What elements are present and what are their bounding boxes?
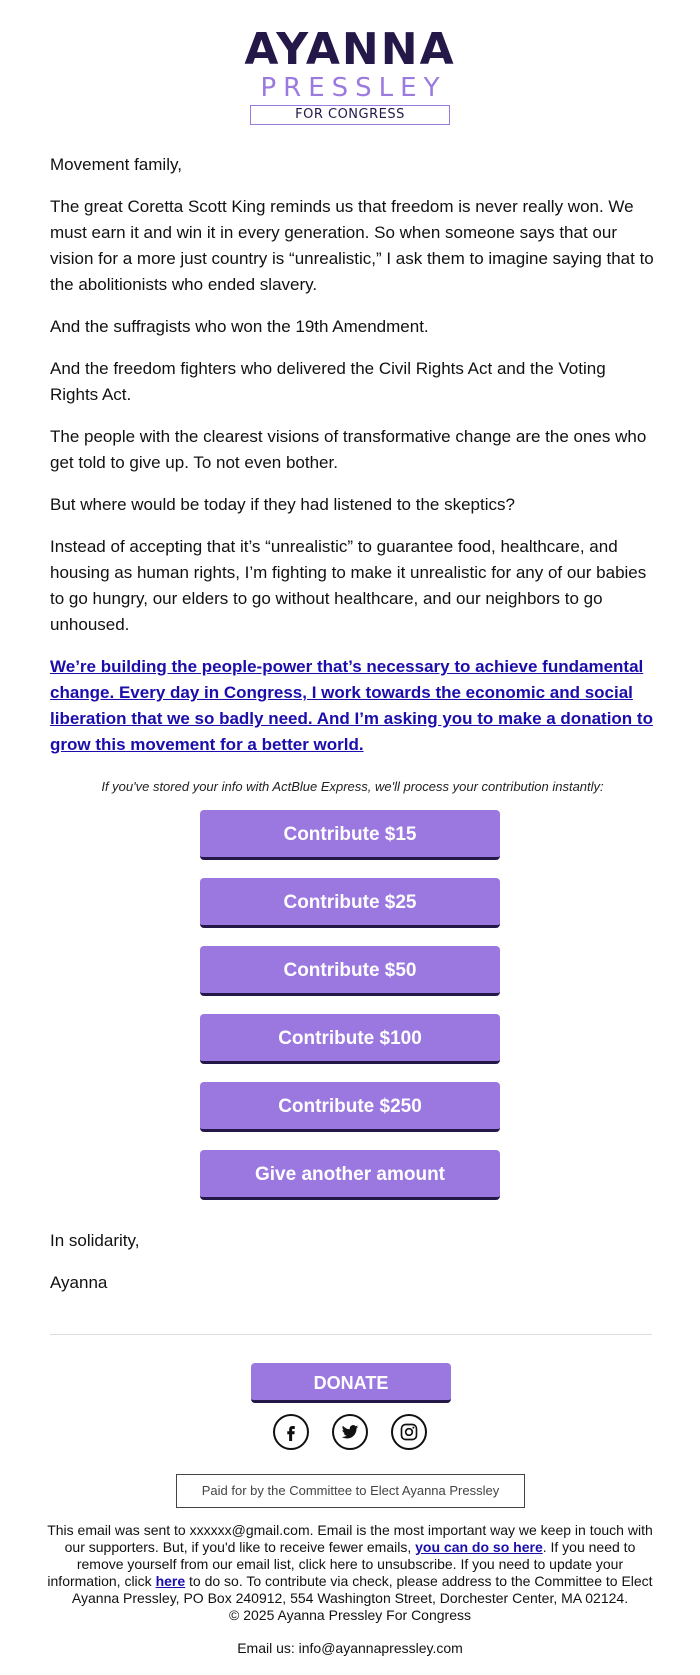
instagram-glyph <box>399 1422 419 1442</box>
paragraph: But where would be today if they had listened to the skeptics? <box>50 495 515 514</box>
contribute-15-button[interactable]: Contribute $15 <box>200 810 500 860</box>
paragraph: The great Coretta Scott King reminds us that freedom is never really won. We must earn it and win it in every generation. So when someone says that our vision for a more just country is “unrealistic,” I ask them to imagine saying that to the abolitionists who ended slavery. <box>50 197 654 294</box>
footer-text-part: to do so. To contribute via check, please address to the Committee to Elect Ayanna Pressley, PO Box 240912, 554 Washington Street, Dorchester Center, MA 02124. <box>71 1573 653 1606</box>
cta-paragraph <box>50 654 655 758</box>
paid-for-disclaimer: Paid for by the Committee to Elect Ayanna Pressley <box>176 1474 525 1508</box>
facebook-glyph <box>282 1423 300 1441</box>
donate-button[interactable]: DONATE <box>251 1363 451 1403</box>
contribute-50-button[interactable]: Contribute $50 <box>200 946 500 996</box>
letter-body <box>50 152 655 1312</box>
footer-text <box>45 1522 655 1624</box>
paragraph: Instead of accepting that it’s “unrealistic” to guarantee food, healthcare, and housing as human rights, I’m fighting to make it unrealistic for any of our babies to go hungry, our elders to go without healthcare, and our neighbors to go unhoused. <box>50 537 647 634</box>
footer-text-part: This email was sent to xxxxxx@gmail.com. Email is the most important way we keep in touch with our supporters. But, if you'd like to receive fewer emails, <box>47 1522 653 1555</box>
greeting: Movement family, <box>50 155 182 174</box>
paragraph: The people with the clearest visions of transformative change are the ones who get told to give up. To not even bother. <box>50 427 647 472</box>
copyright: © 2025 Ayanna Pressley For Congress <box>229 1607 471 1623</box>
contribute-250-button[interactable]: Contribute $250 <box>200 1082 500 1132</box>
instagram-icon[interactable] <box>391 1414 427 1450</box>
actblue-express-note: If you've stored your info with ActBlue Express, we'll process your contribution instantly: <box>101 779 604 794</box>
paragraph: And the freedom fighters who delivered the Civil Rights Act and the Voting Rights Act. <box>50 359 606 404</box>
contact-email: Email us: info@ayannapressley.com <box>237 1640 463 1656</box>
donate-cta-link[interactable]: We’re building the people-power that’s necessary to achieve fundamental change. Every day in Congress, I work towards the economic and social liberation that we so badly need. And I’m asking you to make a donation to grow this movement for a better world. <box>50 657 653 754</box>
signoff: In solidarity, <box>50 1231 140 1250</box>
paragraph: And the suffragists who won the 19th Amendment. <box>50 317 429 336</box>
update-info-link[interactable]: here <box>155 1573 186 1589</box>
divider <box>50 1334 652 1335</box>
signature: Ayanna <box>50 1273 108 1292</box>
logo-name: AYANNA <box>244 24 456 75</box>
logo-tagline: FOR CONGRESS <box>250 105 450 125</box>
facebook-icon[interactable] <box>273 1414 309 1450</box>
contribute-100-button[interactable]: Contribute $100 <box>200 1014 500 1064</box>
footer-text-part: . If you need to remove yourself from our email list, click here to unsubscribe. If you need to update your information, click <box>47 1539 636 1589</box>
fewer-emails-link[interactable]: you can do so here <box>415 1539 543 1555</box>
twitter-glyph <box>340 1423 360 1441</box>
twitter-icon[interactable] <box>332 1414 368 1450</box>
logo-surname: PRESSLEY <box>260 73 447 103</box>
contribute-25-button[interactable]: Contribute $25 <box>200 878 500 928</box>
campaign-logo <box>0 24 700 125</box>
other-amount-button[interactable]: Give another amount <box>200 1150 500 1200</box>
